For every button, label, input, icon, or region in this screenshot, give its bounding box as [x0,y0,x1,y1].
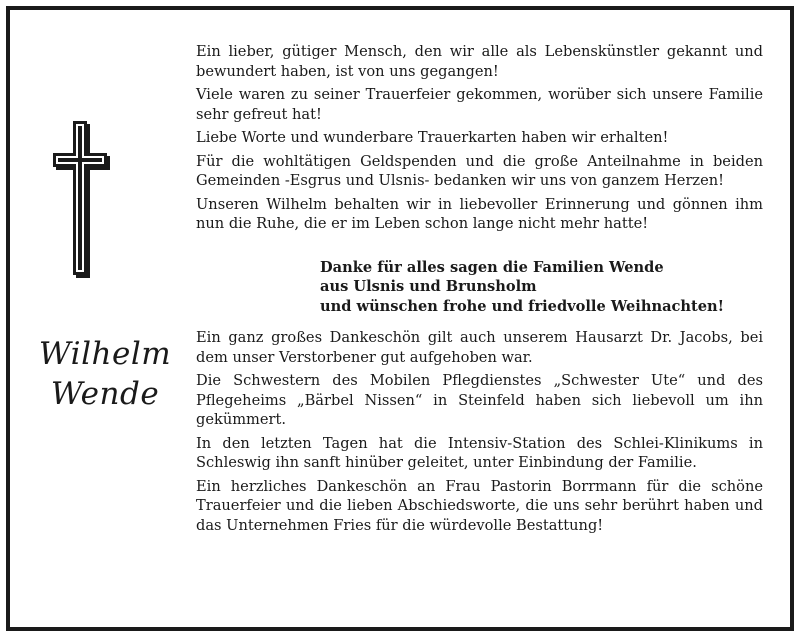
paragraph: Für die wohltätigen Geldspenden und die große Anteilnahme in beiden Gemeinden -Esgrus und Ulsnis- bedanken wir uns von ganzem Herzen! [196,152,763,189]
paragraph: Unseren Wilhelm behalten wir in liebevoller Erinnerung und gönnen ihm nun die Ruhe, die er im Leben schon lange nicht mehr hatte! [196,195,763,232]
deceased-first-name: Wilhelm [38,336,172,372]
paragraph: Ein lieber, gütiger Mensch, den wir alle als Lebenskünstler gekannt und bewundert haben, ist von uns gegangen! [196,43,763,80]
thanks-line: Danke für alles sagen die Familien Wende [320,258,664,276]
cross-icon [50,118,110,278]
paragraph: In den letzten Tagen hat die Intensiv-Station des Schlei-Klinikums in Schleswig ihn sanft hinüber geleitet, unter Einbindung der Familie. [196,434,763,471]
thanks-line: aus Ulsnis und Brunsholm [320,278,537,295]
paragraph: Ein herzliches Dankeschön an Frau Pastorin Borrmann für die schöne Trauerfeier und die lieben Abschiedsworte, die uns sehr berührt haben und das Unternehmen Fries für die würdevolle Bestattung! [196,477,763,534]
paragraph: Liebe Worte und wunderbare Trauerkarten haben wir erhalten! [196,129,669,146]
paragraph: Ein ganz großes Dankeschön gilt auch unserem Hausarzt Dr. Jacobs, bei dem unser Verstorbener gut aufgehoben war. [196,329,763,366]
paragraph: Die Schwestern des Mobilen Pflegdienstes „Schwester Ute“ und des Pflegeheims „Bärbel Nissen“ in Steinfeld haben sich liebevoll um ihn gekümmert. [196,372,763,428]
thanks-line: und wünschen frohe und friedvolle Weihnachten! [320,297,725,315]
obituary-text [196,42,763,539]
obituary-card [6,6,794,631]
paragraph: Viele waren zu seiner Trauerfeier gekommen, worüber sich unsere Familie sehr gefreut hat! [196,86,763,123]
family-thanks [320,258,763,317]
left-column [10,10,190,627]
deceased-last-name: Wende [50,376,160,412]
